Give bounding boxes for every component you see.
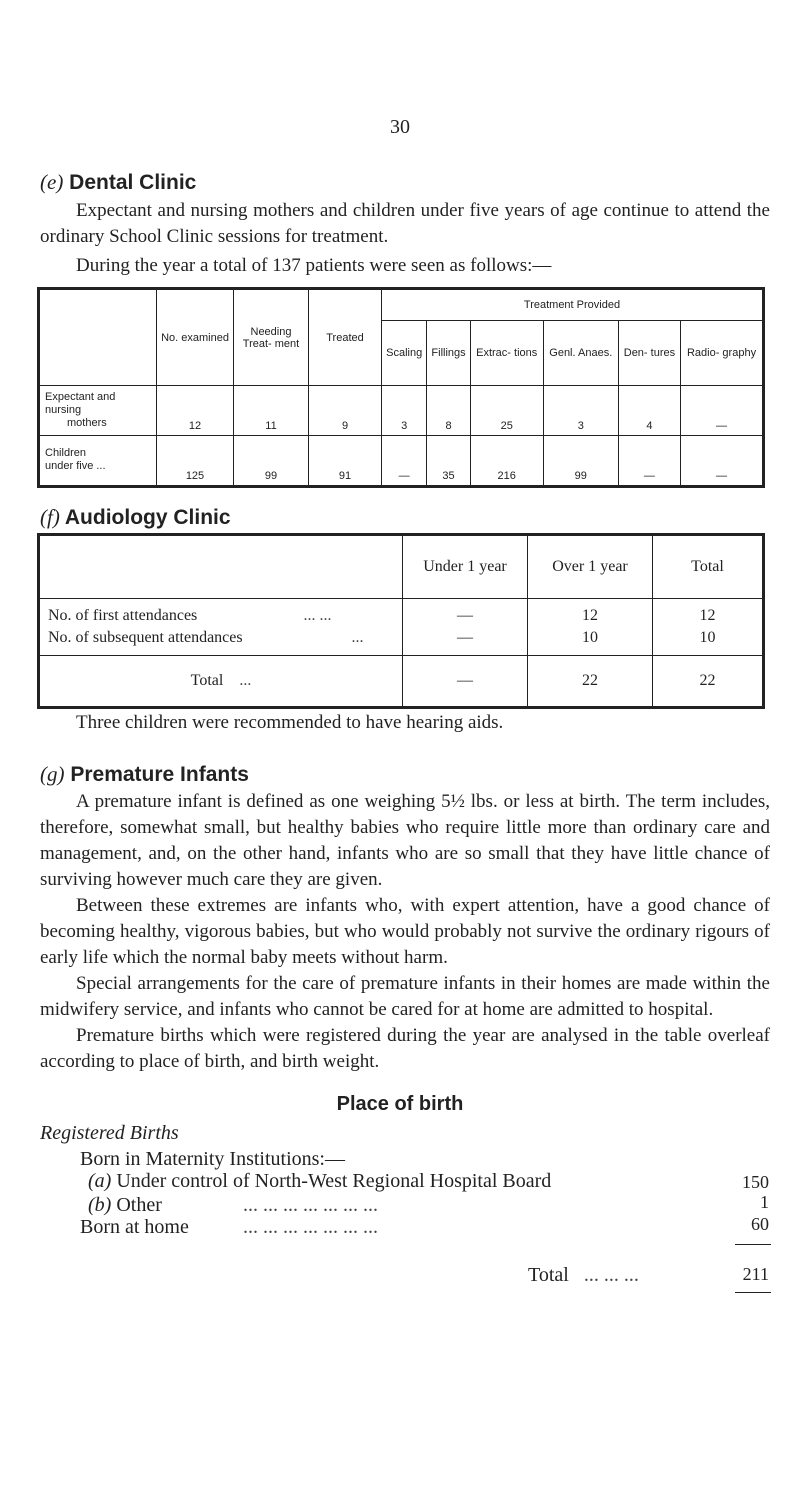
cell-scaling: 3 (382, 386, 427, 436)
table-row (39, 436, 764, 487)
cells-total (653, 599, 764, 656)
row-label-text: No. of first attendances (48, 607, 198, 624)
premature-infants-title: Premature Infants (70, 763, 249, 786)
cell-radiography: — (681, 436, 764, 487)
dental-header-examined: No. examined (157, 289, 234, 386)
cell-extractions: 216 (470, 436, 543, 487)
cell-value: 12 (699, 607, 716, 624)
cell-treated: 91 (309, 436, 382, 487)
premature-paragraph-3: Special arrangements for the care of premature infants in their homes are made within the midwifery service, and infants who cannot be cared for at home are admitted to hospital. (40, 973, 770, 1020)
row-label (39, 436, 157, 487)
row-label (39, 386, 157, 436)
dental-header-fillings: Fillings (427, 321, 470, 386)
leader-dots: ... ... ... ... ... ... ... (243, 1194, 378, 1216)
dental-clinic-title: Dental Clinic (69, 171, 197, 194)
dental-header-extractions: Extrac- tions (470, 321, 543, 386)
row-label-text: No. of subsequent attendances (48, 629, 243, 646)
total-rule (735, 1292, 771, 1293)
line-b-label: (b) (88, 1194, 112, 1216)
total-label: Total (190, 672, 224, 689)
row-label-line: Children (45, 447, 86, 459)
table-row (39, 386, 764, 436)
audiology-header-total: Total (653, 535, 764, 599)
cell-total-total: 22 (653, 656, 764, 708)
row-labels (39, 599, 403, 656)
total-line (528, 1264, 639, 1287)
born-at-home-value: 60 (751, 1214, 769, 1234)
audiology-header-blank (39, 535, 403, 599)
premature-paragraph-2: Between these extremes are infants who, with expert attention, have a good chance of becoming healthy, vigorous babies, but who would probably not survive the ordinary rigours of early life which the normal baby meets without harm. (40, 895, 770, 968)
premature-infants-heading (40, 762, 249, 787)
registered-births-subtitle: Registered Births (40, 1122, 179, 1144)
cell-needing: 99 (234, 436, 309, 487)
premature-paragraph-4: Premature births which were registered during the year are analysed in the table overleaf according to place of birth, and birth weight. (40, 1025, 770, 1072)
dental-table (37, 287, 765, 488)
cell-dentures: — (618, 436, 680, 487)
cell-scaling: — (382, 436, 427, 487)
leader-dots: ... ... ... (583, 1264, 639, 1286)
cell-total-over: 22 (528, 656, 653, 708)
premature-paragraph-1: A premature infant is defined as one weighing 5½ lbs. or less at birth. The term includes, therefore, somewhat small, but healthy babies who require little more than ordinary care and management, and, on the other hand, infants who are so small that they have little chance of surviving however much care they are given. (40, 791, 770, 890)
sum-rule (735, 1244, 771, 1245)
dental-paragraph-2: During the year a total of 137 patients were seen as follows:— (76, 255, 552, 276)
cell-extractions: 25 (470, 386, 543, 436)
cell-examined: 12 (157, 386, 234, 436)
dental-clinic-heading (40, 170, 196, 195)
cell-treated: 9 (309, 386, 382, 436)
cell-genl-anaes: 3 (543, 386, 618, 436)
dental-clinic-label: (e) (40, 170, 64, 194)
dental-header-treated: Treated (309, 289, 382, 386)
cell-value: 10 (699, 629, 716, 646)
cell-needing: 11 (234, 386, 309, 436)
row-label-line: mothers (67, 416, 107, 429)
dental-header-radiography: Radio- graphy (681, 321, 764, 386)
row-label-first (48, 605, 402, 627)
born-at-home-line (80, 1216, 378, 1239)
line-b-text: Other (116, 1194, 162, 1216)
cell-radiography: — (681, 386, 764, 436)
audiology-header-under: Under 1 year (403, 535, 528, 599)
cell-value: 12 (582, 607, 598, 624)
table-row (39, 599, 764, 656)
line-b (88, 1194, 378, 1217)
cell-value: 10 (582, 629, 598, 646)
total-label: Total (528, 1264, 569, 1286)
audiology-clinic-heading (40, 505, 231, 530)
line-a-label: (a) (88, 1170, 112, 1192)
dental-header-blank (39, 289, 157, 386)
dental-header-needing: Needing Treat- ment (234, 289, 309, 386)
leader-dots: ... (239, 672, 252, 689)
dental-header-scaling: Scaling (382, 321, 427, 386)
row-label-line: under five ... (45, 460, 106, 472)
line-a-text: Under control of North-West Regional Hospital Board (116, 1170, 552, 1192)
cell-dentures: 4 (618, 386, 680, 436)
dental-paragraph-1: Expectant and nursing mothers and children under five years of age continue to attend the ordinary School Clinic sessions for treatment. (40, 200, 770, 247)
line-a-value: 150 (742, 1172, 769, 1192)
cell-fillings: 35 (427, 436, 470, 487)
audiology-table (37, 533, 765, 709)
cell-fillings: 8 (427, 386, 470, 436)
row-label-line: Expectant and nursing (45, 390, 116, 416)
cell-value: — (457, 629, 473, 646)
cell-genl-anaes: 99 (543, 436, 618, 487)
page-number: 30 (390, 116, 410, 138)
premature-infants-label: (g) (40, 762, 65, 786)
leader-dots: ... ... (303, 607, 332, 624)
cell-total-under: — (403, 656, 528, 708)
cells-over (528, 599, 653, 656)
line-a (88, 1170, 551, 1193)
audiology-clinic-label: (f) (40, 505, 60, 529)
line-b-value: 1 (760, 1192, 769, 1212)
audiology-header-over: Over 1 year (528, 535, 653, 599)
cells-under (403, 599, 528, 656)
total-label-cell (39, 656, 403, 708)
total-value: 211 (742, 1264, 769, 1284)
place-of-birth-title: Place of birth (336, 1093, 464, 1115)
table-row (39, 656, 764, 708)
dental-header-genl-anaes: Genl. Anaes. (543, 321, 618, 386)
cell-value: — (457, 607, 473, 624)
leader-dots: ... ... ... ... ... ... ... (243, 1216, 378, 1238)
born-at-home-text: Born at home (80, 1216, 189, 1238)
hearing-aids-note: Three children were recommended to have hearing aids. (76, 712, 504, 733)
cell-examined: 125 (157, 436, 234, 487)
dental-header-dentures: Den- tures (618, 321, 680, 386)
audiology-clinic-title: Audiology Clinic (64, 506, 231, 529)
born-in-institutions-line: Born in Maternity Institutions:— (80, 1148, 345, 1170)
dental-header-treatment-provided: Treatment Provided (382, 289, 764, 321)
row-label-subsequent (48, 627, 402, 649)
leader-dots: ... (351, 629, 364, 646)
